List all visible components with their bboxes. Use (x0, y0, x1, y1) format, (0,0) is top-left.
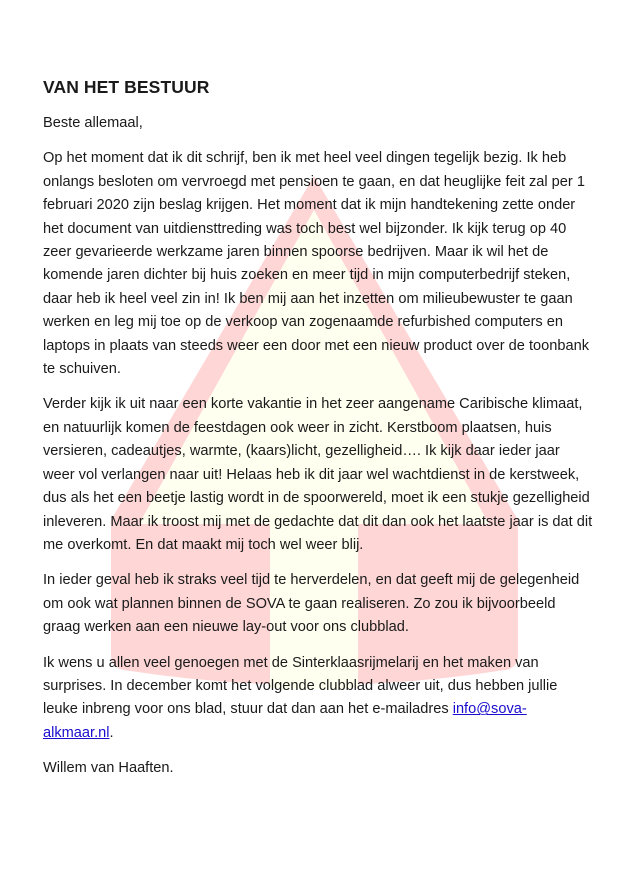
greeting: Beste allemaal, (43, 115, 143, 131)
page-title: VAN HET BESTUUR (43, 77, 210, 97)
email-link[interactable]: info@sova-alkmaar.nl (43, 701, 527, 741)
paragraph-3: In ieder geval heb ik straks veel tijd te herverdelen, en dat geeft mij de gelegenheid om ook wat plannen binnen de SOVA te gaan realiseren. Zo zou ik bijvoorbeeld graag werken aan een nieuwe lay-out voor ons clubblad. (43, 572, 580, 636)
paragraph-2: Verder kijk ik uit naar een korte vakantie in het zeer aangename Caribische klimaat, en natuurlijk komen de feestdagen ook weer in zicht. Kerstboom plaatsen, huis versieren, cadeautjes, warmte, (kaars)licht, gezelligheid…. Ik kijk daar ieder jaar weer vol verlangen naar uit! Helaas heb ik dit jaar wel wachtdienst in de kerstweek, dus als het een beetje lastig wordt in de spoorwereld, moet ik een stukje gezelligheid inleveren. Maar ik troost mij met de gedachte dat dit dan ook het laatste jaar is dat dit me overkomt. En dat maakt mij toch wel weer blij. (43, 396, 593, 553)
signature: Willem van Haaften. (43, 760, 174, 777)
closing-text: Ik wens u allen veel genoegen met de Sinterklaasrijmelarij en het maken van surprises. In december komt het volgende clubblad alweer uit, dus hebben jullie leuke inbreng voor ons blad, stuur dat dan aan het e-mailadres (43, 654, 558, 718)
closing-period: . (109, 724, 114, 741)
paragraph-1: Op het moment dat ik dit schrijf, ben ik met heel veel dingen tegelijk bezig. Ik heb onlangs besloten om vervroegd met pensioen te gaan, en dat heuglijke feit zal per 1 februari 2020 zijn beslag krijgen. Het moment dat ik mijn handtekening zette onder het document van uitdiensttreding was toch best wel bijzonder. Ik kijk terug op 40 zeer gevarieerde werkzame jaren binnen spoorse bedrijven. Maar ik wil het de komende jaren dichter bij huis zoeken en meer tijd in mijn computerbedrijf steken, daar heb ik heel veel zin in! Ik ben mij aan het inzetten om milieubewuster te gaan werken en leg mij toe op de verkoop van zogenaamde refurbished computers en laptops in plaats van steeds weer een door met een nieuw product over de toonbank te schuiven. (43, 150, 589, 378)
document-page (43, 74, 593, 793)
paragraph-4 (43, 652, 593, 746)
